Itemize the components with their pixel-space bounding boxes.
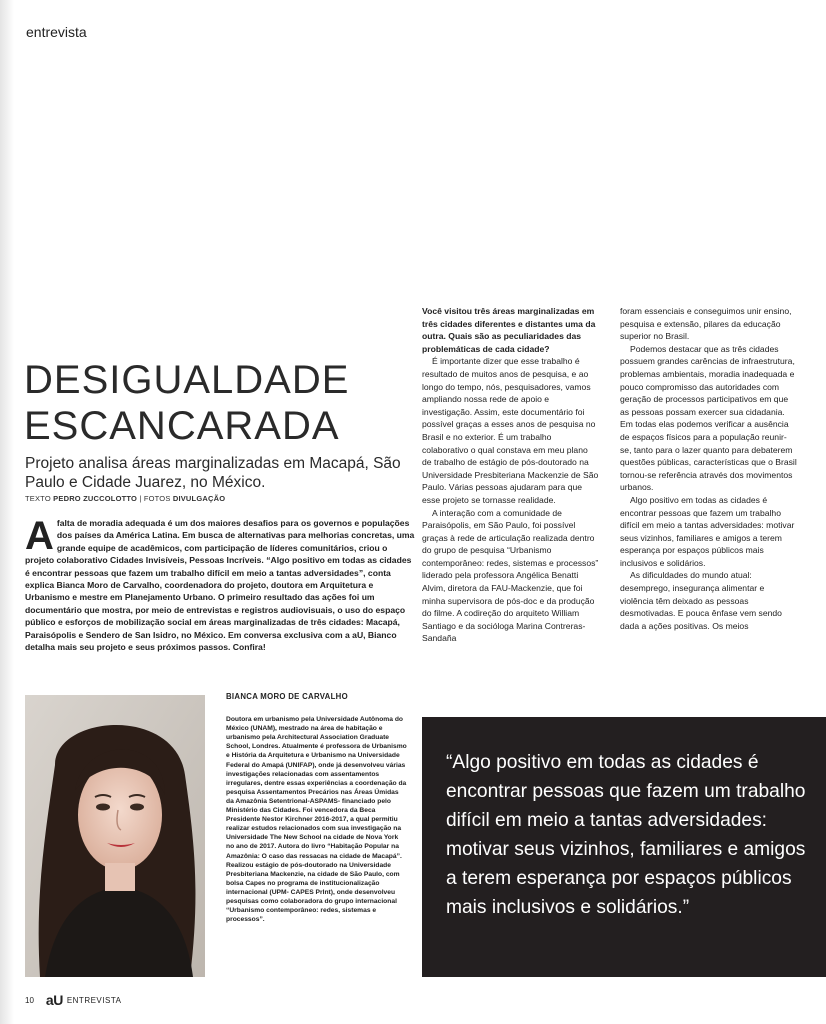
portrait-illustration bbox=[25, 695, 205, 977]
credit-separator: | bbox=[139, 494, 142, 503]
title-line-2: ESCANCARADA bbox=[24, 404, 340, 448]
article-lede bbox=[25, 514, 417, 653]
pullquote-box bbox=[422, 717, 826, 977]
bio-name: BIANCA MORO DE CARVALHO bbox=[226, 692, 348, 701]
column1-paragraph-1: É importante dizer que esse trabalho é resultado de muitos anos de pesquisa, e ao longo do tempo, nós, pesquisadores, vamos ampliando nossa rede de apoio e investigação. Assim, este documentário foi possível graças a esses anos de pesquisa no Brasil e no exterior. É um trabalho colaborativo o qual constava em meu plano de trabalho de estágio de pós-doutorado na Universidade Presbiteriana Mackenzie de São Paulo. Várias pessoas ajudaram para que esse projeto se tornasse realidade. bbox=[422, 356, 599, 505]
article-title bbox=[24, 357, 349, 449]
title-line-1: DESIGUALDADE bbox=[24, 358, 350, 402]
page-number: 10 bbox=[25, 995, 34, 1005]
section-label: entrevista bbox=[26, 24, 87, 40]
column2-paragraph-3: Algo positivo em todas as cidades é encontrar pessoas que fazem um trabalho difícil em meio a tantas adversidades: motivar seus vizinhos, familiares e amigos a terem esperança por espaços públicos mais inclusivos e solidários. bbox=[620, 494, 795, 568]
footer-section: ENTREVISTA bbox=[66, 995, 122, 1005]
bio-sidebar bbox=[226, 692, 408, 924]
lede-text: falta de moradia adequada é um dos maiores desafios para os governos e populações dos países da América Latina. Em busca de alternativas para melhorias concretas, uma grande equipe de acadêmicos, com participação de líderes comunitários, criou o projeto colaborativo Cidades Invisíveis, Pessoas Incríveis. “Algo positivo em todas as cidades é encontrar pessoas que fazem um trabalho difícil em meio a tantas adversidades”, conta explica Bianca Moro de Carvalho, coordenadora do projeto, doutora em Arquitetura e Urbanismo e mestre em Planejamento Urbano. O primeiro resultado das ações foi um documentário que mostra, por meio de entrevistas e registros audiovisuais, o uso do espaço público e esforços de mobilização social em áreas marginalizadas de três cidades: Macapá, Paraisópolis e Sendero de San Isidro, no México. Em conversa exclusiva com a aU, Bianco detalha mais seu projeto e seus próximos passos. Confira! bbox=[25, 518, 415, 653]
credit-text-author: PEDRO ZUCCOLOTTO bbox=[53, 494, 138, 503]
bio-text: Doutora em urbanismo pela Universidade Autônoma do México (UNAM), mestrado na área de habitação e urbanismo pela Architectural Association Graduate School, Londres. Atualmente é professora de Urbanismo e História da Arquitetura e Urbanismo na Universidade Federal do Amapá (UNIFAP), onde já desenvolveu várias investigações relacionadas com assentamentos irregulares, dentre essas experiências a coordenação da pesquisa Assentamentos Precários nas Áreas Úmidas da Amazônia Setentrional-ASPAMS- financiado pelo Ministério das Cidades. Foi vencedora da Beca Presidente Nestor Kirchner 2016-2017, a qual permitiu realizar estudos relacionados com sua investigação na Universidade The New School na cidade de Nova York no ano de 2017. Autora do livro “Habitação Popular na Amazônia: O caso das ressacas na cidade de Macapá”. Realizou estágio de pós-doutorado na Universidade Presbiteriana Mackenzie, na cidade de São Paulo, com bolsa Capes no programa de institucionalização internacional (UPM- CAPES PrInt), onde desenvolveu pesquisas como colaboradora do grupo internacional “Urbanismo contemporâneo: redes, sistemas e processos”. bbox=[226, 716, 407, 924]
column1-paragraph-2: A interação com a comunidade de Paraisópolis, em São Paulo, foi possível graças à rede de articulação realizada dentro do grupo de pesquisa “Urbanismo contemporâneo: redes, sistemas e processos” liderado pela professora Angélica Benatti Alvim, diretora da FAU-Mackenzie, que foi minha supervisora de pós-doc e da produção do filme. A codireção do arquiteto William Santiago e da socióloga Marina Contreras-Sandaña bbox=[422, 507, 599, 644]
drop-cap: A bbox=[25, 514, 54, 558]
credit-text-label: TEXTO bbox=[25, 494, 51, 503]
credit-photo-label: FOTOS bbox=[143, 494, 171, 503]
article-column-1 bbox=[422, 305, 599, 645]
article-subtitle: Projeto analisa áreas marginalizadas em Macapá, São Paulo e Cidade Juarez, no México. bbox=[25, 455, 401, 491]
page-gutter-shadow bbox=[0, 0, 14, 1024]
magazine-logo: aU bbox=[45, 992, 63, 1008]
interview-question: Você visitou três áreas marginalizadas em três cidades diferentes e distantes uma da outra. Quais são as peculiaridades das problemáticas de cada cidade? bbox=[422, 306, 596, 354]
article-credits bbox=[25, 494, 225, 503]
portrait-photo bbox=[25, 695, 205, 977]
pullquote-text: “Algo positivo em todas as cidades é encontrar pessoas que fazem um trabalho difícil em meio a tantas adversidades: motivar seus vizinhos, familiares e amigos a terem esperança por espaços públicos mais inclusivos e solidários.” bbox=[446, 752, 806, 918]
column2-paragraph-2: Podemos destacar que as três cidades possuem grandes carências de infraestrutura, problemas ambientais, moradia inadequada e pouco compromisso das autoridades com geração de processos participativos em que as pessoas possam exercer sua cidadania. Em todas elas podemos verificar a ausência de espaços físicos para a população reunir-se, tanto para o lazer quanto para debaterem questões públicas, características que o Brasil tornou-se referência através dos movimentos urbanos. bbox=[620, 343, 797, 493]
credit-photo-author: DIVULGAÇÃO bbox=[172, 494, 226, 503]
page-footer bbox=[25, 992, 121, 1008]
column2-paragraph-1: foram essenciais e conseguimos unir ensino, pesquisa e extensão, pilares da educação superior no Brasil. bbox=[620, 306, 792, 342]
article-column-2 bbox=[620, 305, 797, 632]
column2-paragraph-4: As dificuldades do mundo atual: desemprego, insegurança alimentar e violência têm deixado as pessoas desmotivadas. E pouca ênfase vem sendo dada a ações positivas. Os meios bbox=[620, 570, 782, 631]
